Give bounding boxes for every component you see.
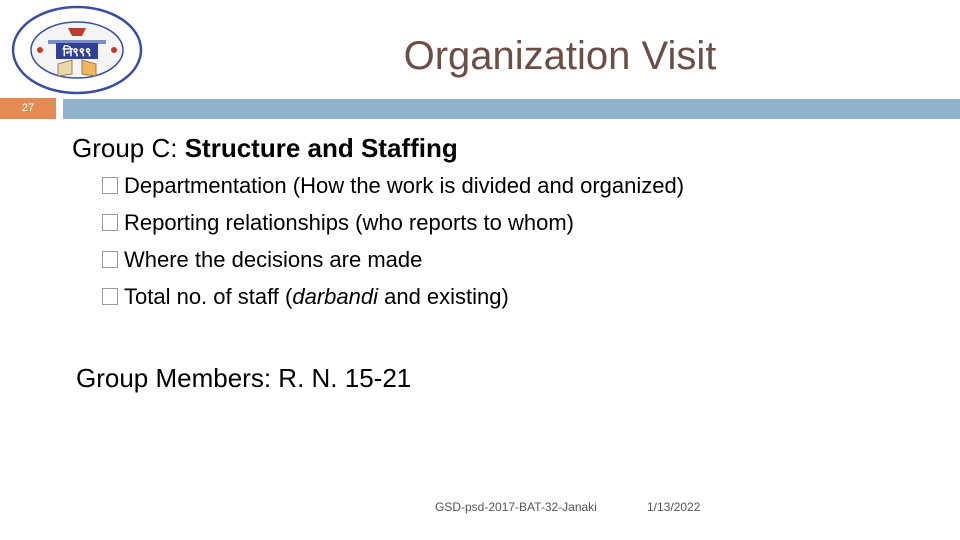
bullet-item [102,172,684,209]
logo-emblem-text: नि९९९ [62,45,92,59]
checkbox-bullet-icon [102,251,118,268]
bullet-text-after: and existing) [378,284,509,309]
bullet-item [102,246,684,283]
bullet-text: Reporting relationships (who reports to whom) [124,210,574,235]
checkbox-bullet-icon [102,288,118,305]
bullet-list [102,172,684,320]
bullet-text: Departmentation (How the work is divided and organized) [124,173,685,198]
header-rule-bar [63,99,960,119]
footer-date: 1/13/2022 [647,500,701,514]
slide-title: Organization Visit [403,34,717,78]
slide-number: 27 [0,98,56,119]
bullet-item [102,283,684,320]
group-heading [72,133,458,164]
checkbox-bullet-icon [102,177,118,194]
group-heading-prefix: Group C: [72,133,185,163]
footer-source: GSD-psd-2017-BAT-32-Janaki [435,500,597,514]
group-members: Group Members: R. N. 15-21 [76,363,412,393]
checkbox-bullet-icon [102,214,118,231]
bullet-text: Where the decisions are made [124,247,423,272]
bullet-text-italic: darbandi [292,284,378,309]
group-heading-title: Structure and Staffing [184,133,458,163]
bullet-item [102,209,684,246]
nasc-seal-logo-icon [8,4,146,96]
bullet-text-before: Total no. of staff ( [124,284,293,309]
